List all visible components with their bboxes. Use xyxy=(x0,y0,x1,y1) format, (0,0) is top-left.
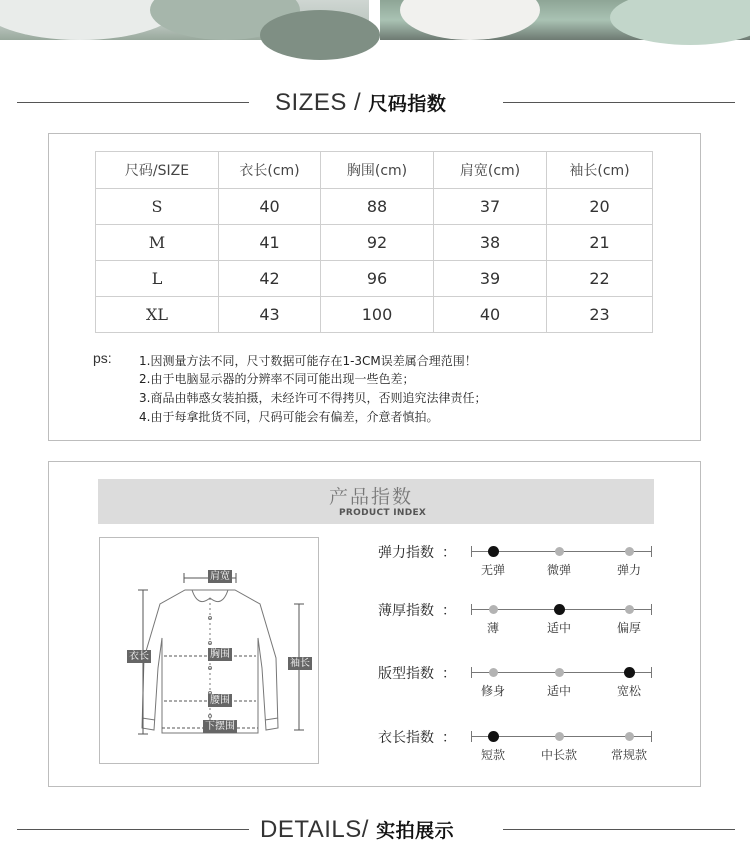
index-dot xyxy=(625,605,634,614)
index-dot xyxy=(625,732,634,741)
index-colon: ： xyxy=(442,545,456,561)
index-label: 版型指数 xyxy=(378,666,434,682)
sizes-heading: SIZES / 尺码指数 xyxy=(275,89,447,116)
diagram-label-chest: 胸围 xyxy=(210,649,230,660)
table-header-row xyxy=(96,152,653,189)
index-option-label: 常规款 xyxy=(610,748,647,762)
chest-cell: 88 xyxy=(321,189,434,225)
index-label: 弹力指数 xyxy=(378,545,434,561)
header-shoulder: 肩宽(cm) xyxy=(434,152,547,189)
diagram-label-hem: 下摆围 xyxy=(205,721,235,732)
length-cell: 43 xyxy=(219,297,321,333)
index-dot xyxy=(489,668,498,677)
product-photo-left xyxy=(0,0,369,40)
chest-cell: 96 xyxy=(321,261,434,297)
divider-right xyxy=(503,829,735,830)
divider-left xyxy=(17,102,249,103)
diagram-label-sleeve: 袖长 xyxy=(290,658,310,669)
index-dot xyxy=(625,547,634,556)
index-dot-selected xyxy=(488,731,499,742)
product-index-title: 产品指数 xyxy=(329,486,414,508)
divider-right xyxy=(503,102,735,103)
index-option-label: 修身 xyxy=(480,684,505,698)
size-cell: M xyxy=(96,225,219,261)
chest-cell: 92 xyxy=(321,225,434,261)
garment-diagram xyxy=(99,537,319,764)
size-table xyxy=(95,151,653,333)
index-scale-tick xyxy=(471,667,472,678)
note-line: 4.由于每拿批货不同，尺码可能会有偏差，介意者慎拍。 xyxy=(139,410,439,424)
header-size: 尺码/SIZE xyxy=(96,152,219,189)
table-row xyxy=(96,189,653,225)
note-line: 1.因测量方法不同，尺寸数据可能存在1-3CM误差属合理范围！ xyxy=(139,354,477,368)
index-option-label: 短款 xyxy=(480,748,505,762)
index-option-label: 偏厚 xyxy=(616,621,641,635)
diagram-label-length: 衣长 xyxy=(129,651,149,662)
sleeve-cell: 22 xyxy=(547,261,653,297)
product-index-subtitle: PRODUCT INDEX xyxy=(339,508,427,518)
index-option-label: 无弹 xyxy=(480,563,505,577)
size-cell: L xyxy=(96,261,219,297)
index-scale-tick xyxy=(471,731,472,742)
index-option-label: 微弹 xyxy=(546,563,571,577)
index-option-label: 薄 xyxy=(486,621,499,635)
header-chest: 胸围(cm) xyxy=(321,152,434,189)
index-dot-selected xyxy=(624,667,635,678)
index-label: 衣长指数 xyxy=(378,730,434,746)
index-dot-selected xyxy=(554,604,565,615)
shoulder-cell: 38 xyxy=(434,225,547,261)
index-scale-tick xyxy=(651,731,652,742)
length-cell: 42 xyxy=(219,261,321,297)
index-dot-selected xyxy=(488,546,499,557)
product-photo-right xyxy=(380,0,750,40)
index-label: 薄厚指数 xyxy=(378,603,434,619)
diagram-label-shoulder: 肩宽 xyxy=(210,571,230,582)
size-cell: S xyxy=(96,189,219,225)
note-line: 2.由于电脑显示器的分辨率不同可能出现一些色差； xyxy=(139,372,415,386)
index-option-label: 宽松 xyxy=(616,684,641,698)
index-scale-tick xyxy=(471,604,472,615)
shoulder-cell: 40 xyxy=(434,297,547,333)
index-option-label: 适中 xyxy=(546,684,571,698)
index-dot xyxy=(555,668,564,677)
shoulder-cell: 39 xyxy=(434,261,547,297)
shoulder-cell: 37 xyxy=(434,189,547,225)
index-option-label: 中长款 xyxy=(540,748,577,762)
index-scale-tick xyxy=(651,604,652,615)
sleeve-cell: 20 xyxy=(547,189,653,225)
length-cell: 40 xyxy=(219,189,321,225)
divider-left xyxy=(17,829,249,830)
index-option-label: 适中 xyxy=(546,621,571,635)
table-row xyxy=(96,261,653,297)
diagram-label-waist: 腰围 xyxy=(210,695,230,706)
index-dot xyxy=(555,732,564,741)
index-scale-tick xyxy=(651,546,652,557)
table-row xyxy=(96,225,653,261)
index-colon: ： xyxy=(442,730,456,746)
header-length: 衣长(cm) xyxy=(219,152,321,189)
sleeve-cell: 23 xyxy=(547,297,653,333)
details-heading: DETAILS/ 实拍展示 xyxy=(260,816,455,843)
table-row xyxy=(96,297,653,333)
sleeve-cell: 21 xyxy=(547,225,653,261)
note-line: 3.商品由韩惑女装拍摄，未经许可不得拷贝，否则追究法律责任； xyxy=(139,391,487,405)
header-sleeve: 袖长(cm) xyxy=(547,152,653,189)
index-option-label: 弹力 xyxy=(616,563,641,577)
size-cell: XL xyxy=(96,297,219,333)
index-dot xyxy=(555,547,564,556)
index-scale-tick xyxy=(651,667,652,678)
notes-label: ps: xyxy=(93,350,112,366)
index-colon: ： xyxy=(442,666,456,682)
index-scale-tick xyxy=(471,546,472,557)
index-dot xyxy=(489,605,498,614)
chest-cell: 100 xyxy=(321,297,434,333)
index-colon: ： xyxy=(442,603,456,619)
length-cell: 41 xyxy=(219,225,321,261)
